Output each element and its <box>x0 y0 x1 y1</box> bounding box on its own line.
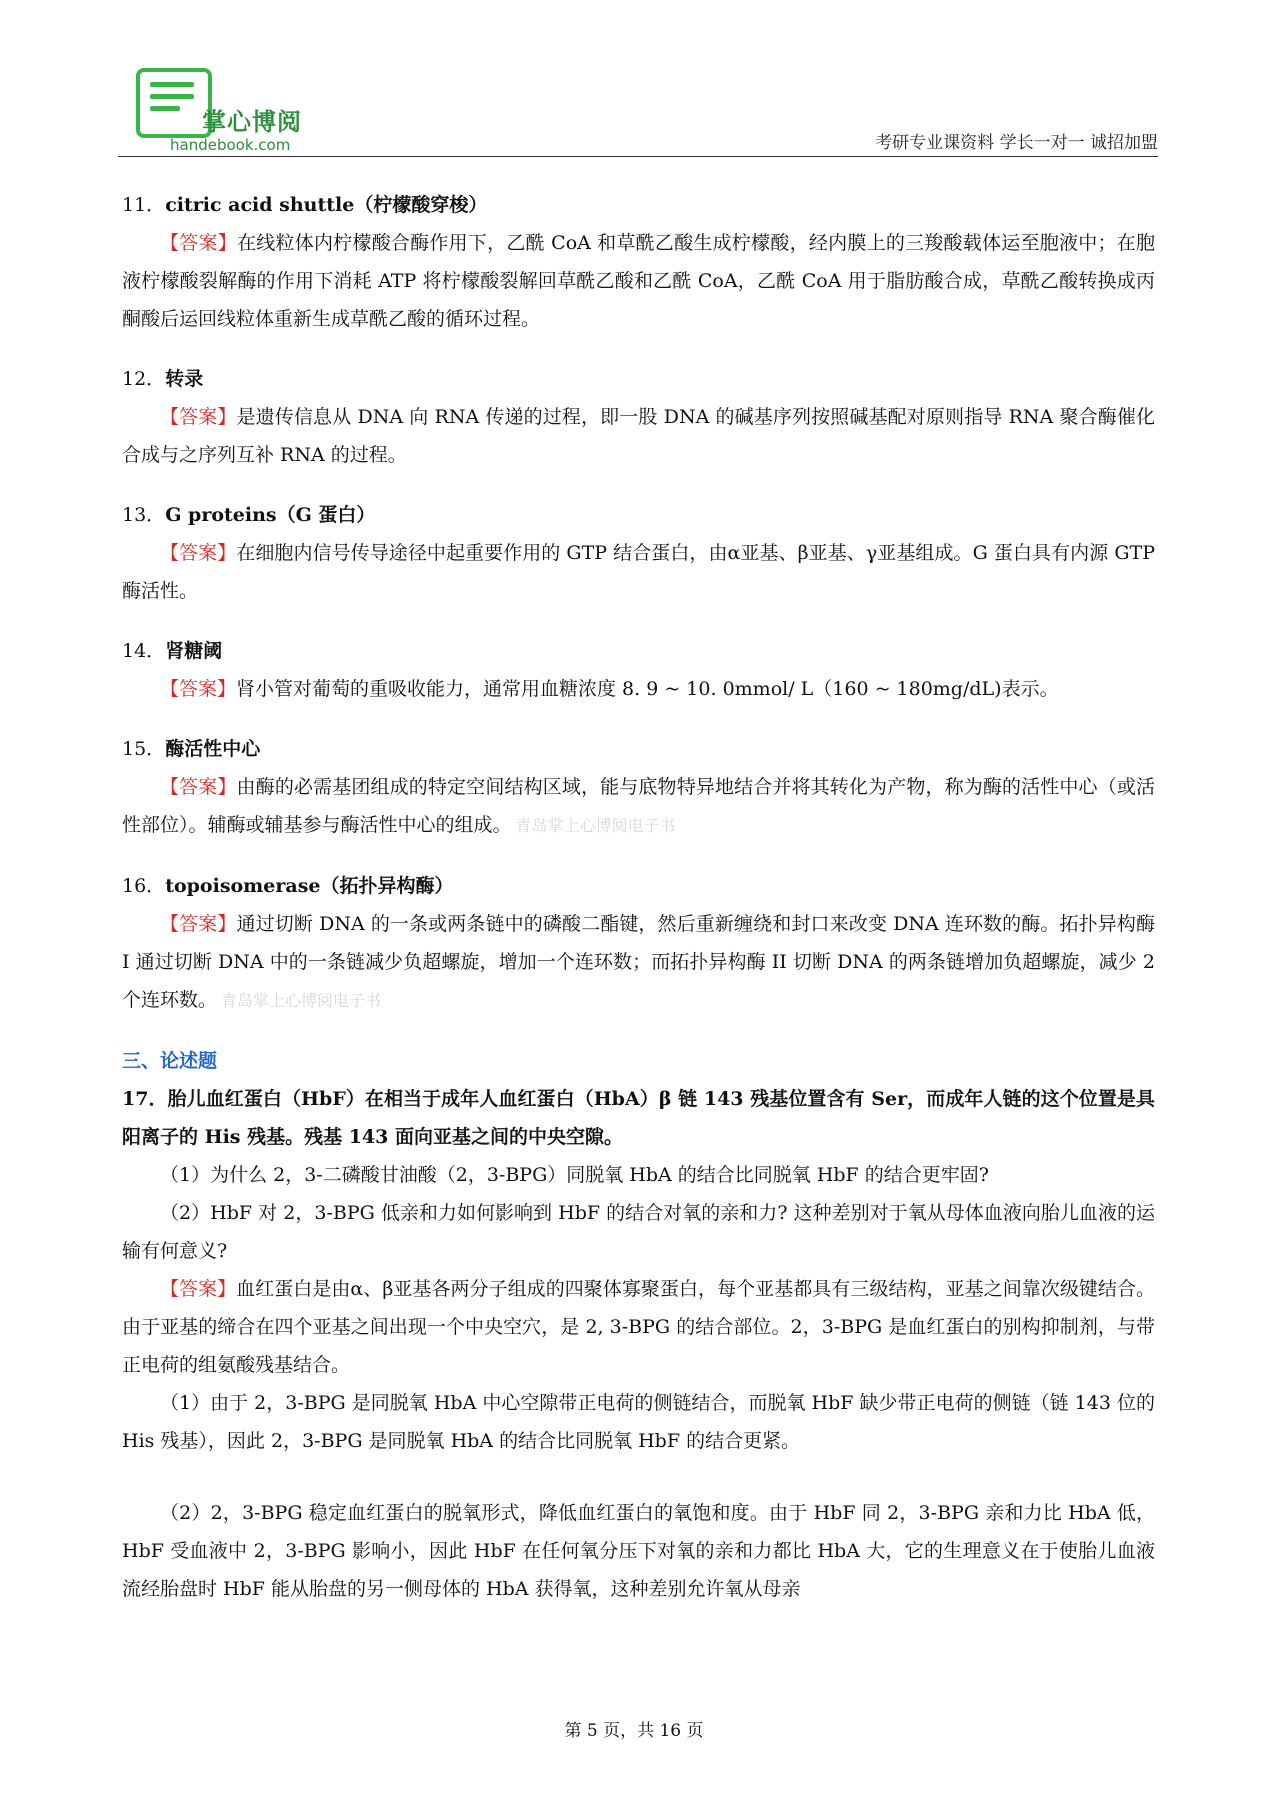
logo-icon <box>136 68 212 138</box>
section-title: 三、论述题 <box>122 1050 218 1072</box>
answer-text: 是遗传信息从 DNA 向 RNA 传递的过程，即一股 DNA 的碱基序列按照碱基配对原则指导 RNA 聚合酶催化合成与之序列互补 RNA 的过程。 <box>122 406 1155 466</box>
question-14 <box>122 632 1155 708</box>
question-title: 酶活性中心 <box>165 738 261 760</box>
question-number: 11． <box>122 194 166 216</box>
answer-label: 【答案】 <box>160 678 237 700</box>
page-number: 第 5 页，共 16 页 <box>564 1721 704 1741</box>
answer-text: 在线粒体内柠檬酸合酶作用下，乙酰 CoA 和草酰乙酸生成柠檬酸，经内膜上的三羧酸载体运至胞液中；在胞液柠檬酸裂解酶的作用下消耗 ATP 将柠檬酸裂解回草酰乙酸和乙酰 CoA，乙酰 CoA 用于脂肪酸合成，草酰乙酸转换成丙酮酸后运回线粒体重新生成草酰乙酸的循环过程。 <box>122 232 1155 330</box>
answer-label: 【答案】 <box>160 1278 237 1300</box>
page-header <box>118 52 1158 158</box>
document-body <box>122 186 1155 1608</box>
question-number: 14． <box>122 640 166 662</box>
sub-question-2: （2）HbF 对 2，3-BPG 低亲和力如何影响到 HbF 的结合对氧的亲和力? 这种差别对于氧从母体血液向胎儿血液的运输有何意义? <box>122 1202 1155 1262</box>
question-number: 12． <box>122 368 166 390</box>
logo-text: 掌心博阅 <box>202 108 302 136</box>
question-title: 转录 <box>165 368 204 390</box>
answer-part-1: （1）由于 2，3-BPG 是同脱氧 HbA 中心空隙带正电荷的侧链结合，而脱氧 HbF 缺少带正电荷的侧链（链 143 位的 His 残基），因此 2，3-BPG 是同脱氧 HbA 的结合比同脱氧 HbF 的结合更紧。 <box>122 1392 1155 1452</box>
question-17 <box>122 1080 1155 1608</box>
question-title: topoisomerase（拓扑异构酶） <box>165 875 454 897</box>
header-slogan: 考研专业课资料 学长一对一 诚招加盟 <box>875 133 1158 153</box>
question-number: 15． <box>122 738 166 760</box>
question-12 <box>122 360 1155 474</box>
answer-label: 【答案】 <box>160 542 237 564</box>
watermark: 青岛掌上心博阅电子书 <box>515 816 676 835</box>
answer-text: 血红蛋白是由α、β亚基各两分子组成的四聚体寡聚蛋白，每个亚基都具有三级结构，亚基之间靠次级键结合。由于亚基的缔合在四个亚基之间出现一个中央空穴，是 2, 3-BPG 的结合部位。2，3-BPG 是血红蛋白的别构抑制剂，与带正电荷的组氨酸残基结合。 <box>122 1278 1155 1376</box>
logo-url: handebook.com <box>170 136 291 154</box>
question-13 <box>122 496 1155 610</box>
answer-text: 由酶的必需基团组成的特定空间结构区域，能与底物特异地结合并将其转化为产物，称为酶的活性中心（或活性部位）。辅酶或辅基参与酶活性中心的组成。 <box>122 776 1155 836</box>
question-15 <box>122 730 1155 845</box>
question-number: 13． <box>122 504 166 526</box>
question-11 <box>122 186 1155 338</box>
answer-text: 通过切断 DNA 的一条或两条链中的磷酸二酯键，然后重新缠绕和封口来改变 DNA 连环数的酶。拓扑异构酶 I 通过切断 DNA 中的一条链减少负超螺旋，增加一个连环数；而拓扑异构酶 II 切断 DNA 的两条链增加负超螺旋，减少 2 个连环数。 <box>122 913 1155 1011</box>
answer-label: 【答案】 <box>160 913 237 935</box>
watermark: 青岛掌上心博阅电子书 <box>221 991 382 1010</box>
answer-text: 肾小管对葡萄的重吸收能力，通常用血糖浓度 8. 9 ~ 10. 0mmol/ L（160 ~ 180mg/dL)表示。 <box>236 678 1059 700</box>
question-title: citric acid shuttle（柠檬酸穿梭） <box>165 194 488 216</box>
answer-part-2: （2）2，3-BPG 稳定血红蛋白的脱氧形式，降低血红蛋白的氧饱和度。由于 HbF 同 2，3-BPG 亲和力比 HbA 低，HbF 受血液中 2，3-BPG 影响小，因此 HbF 在任何氧分压下对氧的亲和力都比 HbA 大，它的生理意义在于使胎儿血液流经胎盘时 HbF 能从胎盘的另一侧母体的 HbA 获得氧，这种差别允许氧从母亲 <box>122 1502 1155 1600</box>
question-title: 肾糖阈 <box>165 640 223 662</box>
header-divider <box>118 156 1158 157</box>
question-number: 16． <box>122 875 166 897</box>
question-number: 17． <box>122 1088 168 1110</box>
sub-question-1: （1）为什么 2，3-二磷酸甘油酸（2，3-BPG）同脱氧 HbA 的结合比同脱氧 HbF 的结合更牢固? <box>160 1164 989 1186</box>
answer-label: 【答案】 <box>160 232 237 254</box>
question-title: 胎儿血红蛋白（HbF）在相当于成年人血红蛋白（HbA）β 链 143 残基位置含有 Ser，而成年人链的这个位置是具阳离子的 His 残基。残基 143 面向亚基之间的中央空隙。 <box>122 1088 1155 1148</box>
answer-text: 在细胞内信号传导途径中起重要作用的 GTP 结合蛋白，由α亚基、β亚基、γ亚基组成。G 蛋白具有内源 GTP 酶活性。 <box>122 542 1155 602</box>
logo <box>118 62 378 152</box>
answer-label: 【答案】 <box>160 406 237 428</box>
answer-label: 【答案】 <box>160 776 237 798</box>
question-16 <box>122 867 1155 1020</box>
question-title: G proteins（G 蛋白） <box>165 504 376 526</box>
